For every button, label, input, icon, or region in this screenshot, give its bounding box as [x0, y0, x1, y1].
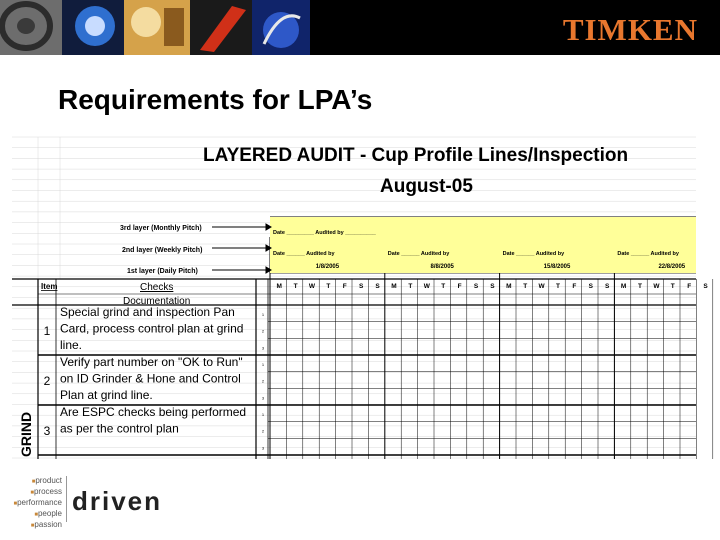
- day-letter: T: [523, 283, 528, 290]
- tag-passion: ■ passion: [12, 520, 62, 531]
- item-check-text: Are ESPC checks being performed: [60, 405, 247, 419]
- shift-mark: 2: [261, 428, 265, 434]
- day-letter: M: [506, 283, 512, 290]
- shift-mark: 3: [261, 345, 265, 351]
- day-letter: T: [408, 283, 413, 290]
- day-letter: T: [326, 283, 331, 290]
- day-letter: S: [605, 283, 610, 290]
- slide-title: Requirements for LPA’s: [58, 84, 373, 115]
- weekly-date-field: Date ______ Audited by: [617, 251, 679, 257]
- banner-photo-collage: [0, 0, 310, 55]
- footer-tagline: [12, 476, 62, 531]
- audit-month: August-05: [380, 176, 473, 197]
- header-banner: [0, 0, 720, 55]
- footer-divider: [66, 476, 67, 522]
- day-letter: S: [588, 283, 593, 290]
- day-letter: W: [538, 283, 545, 290]
- week-date-label: 8/8/2005: [430, 264, 454, 270]
- audit-sheet-grid: [12, 137, 708, 459]
- day-letter: T: [638, 283, 642, 290]
- week-date-label: 1/8/2005: [315, 264, 340, 270]
- shift-mark: 1: [261, 312, 265, 317]
- monthly-date-field: Date _________ Audited by __________: [273, 230, 376, 236]
- tag-product: ■ product: [12, 476, 62, 487]
- day-letter: W: [423, 283, 430, 290]
- day-letter: S: [703, 283, 708, 290]
- audit-heading: LAYERED AUDIT - Cup Profile Lines/Inspection: [203, 145, 629, 166]
- day-letter: S: [359, 283, 364, 290]
- item-check-text: Card, process control plan at grind: [60, 321, 244, 336]
- day-letter: F: [457, 283, 462, 290]
- weekly-date-field: Date ______ Audited by: [387, 251, 450, 257]
- col-item-header: Item: [41, 282, 58, 291]
- day-letter: M: [620, 283, 627, 290]
- shift-mark: 2: [261, 328, 265, 334]
- layer-label-monthly: 3rd layer (Monthly Pitch): [120, 225, 202, 232]
- shift-mark: 3: [261, 445, 265, 451]
- day-letter: F: [687, 283, 692, 290]
- item-number: 2: [43, 374, 51, 388]
- item-number: 3: [43, 424, 51, 438]
- day-letter: F: [342, 283, 347, 290]
- driven-wordmark: driven: [72, 486, 163, 516]
- documentation-subheader: Documentation: [123, 296, 191, 307]
- week-date-label: 22/8/2005: [658, 264, 686, 270]
- col-checks-header: Checks: [140, 282, 174, 293]
- weekly-date-field: Date ______ Audited by: [273, 251, 335, 257]
- audit-sheet: [12, 137, 708, 459]
- shift-mark: 1: [261, 362, 265, 367]
- day-letter: S: [375, 283, 380, 290]
- item-check-text: line.: [60, 338, 83, 352]
- item-check-text: Plan at grind line.: [60, 388, 153, 402]
- day-letter: S: [473, 283, 479, 290]
- layer-label-daily: 1st layer (Daily Pitch): [127, 268, 198, 275]
- shift-mark: 1: [261, 412, 265, 417]
- tag-people: ■ people: [12, 509, 62, 520]
- day-letter: M: [276, 283, 282, 290]
- shift-mark: 2: [261, 378, 265, 384]
- layer-label-weekly: 2nd layer (Weekly Pitch): [122, 247, 203, 254]
- timken-logo: TIMKEN: [562, 12, 698, 47]
- item-check-text: Special grind and inspection Pan: [60, 305, 235, 319]
- shift-mark: 3: [261, 395, 265, 401]
- day-letter: W: [653, 283, 660, 290]
- day-letter: T: [293, 283, 298, 290]
- day-letter: W: [308, 283, 316, 290]
- tag-performance: ■ performance: [12, 498, 62, 509]
- weekly-date-field: Date ______ Audited by: [502, 251, 565, 257]
- day-letter: M: [391, 283, 397, 290]
- day-letter: T: [670, 283, 675, 290]
- tag-process: ■ process: [12, 487, 62, 498]
- section-grind-label: GRIND: [18, 411, 34, 457]
- day-letter: F: [572, 283, 577, 290]
- day-letter: T: [556, 283, 560, 290]
- item-check-text: on ID Grinder & Hone and Control: [60, 371, 241, 386]
- item-check-text: Verify part number on "OK to Run": [60, 355, 243, 369]
- item-number: 1: [43, 324, 51, 338]
- week-date-label: 15/8/2005: [543, 264, 571, 270]
- day-letter: S: [490, 283, 495, 290]
- item-check-text: as per the control plan: [60, 421, 179, 436]
- day-letter: T: [441, 283, 446, 290]
